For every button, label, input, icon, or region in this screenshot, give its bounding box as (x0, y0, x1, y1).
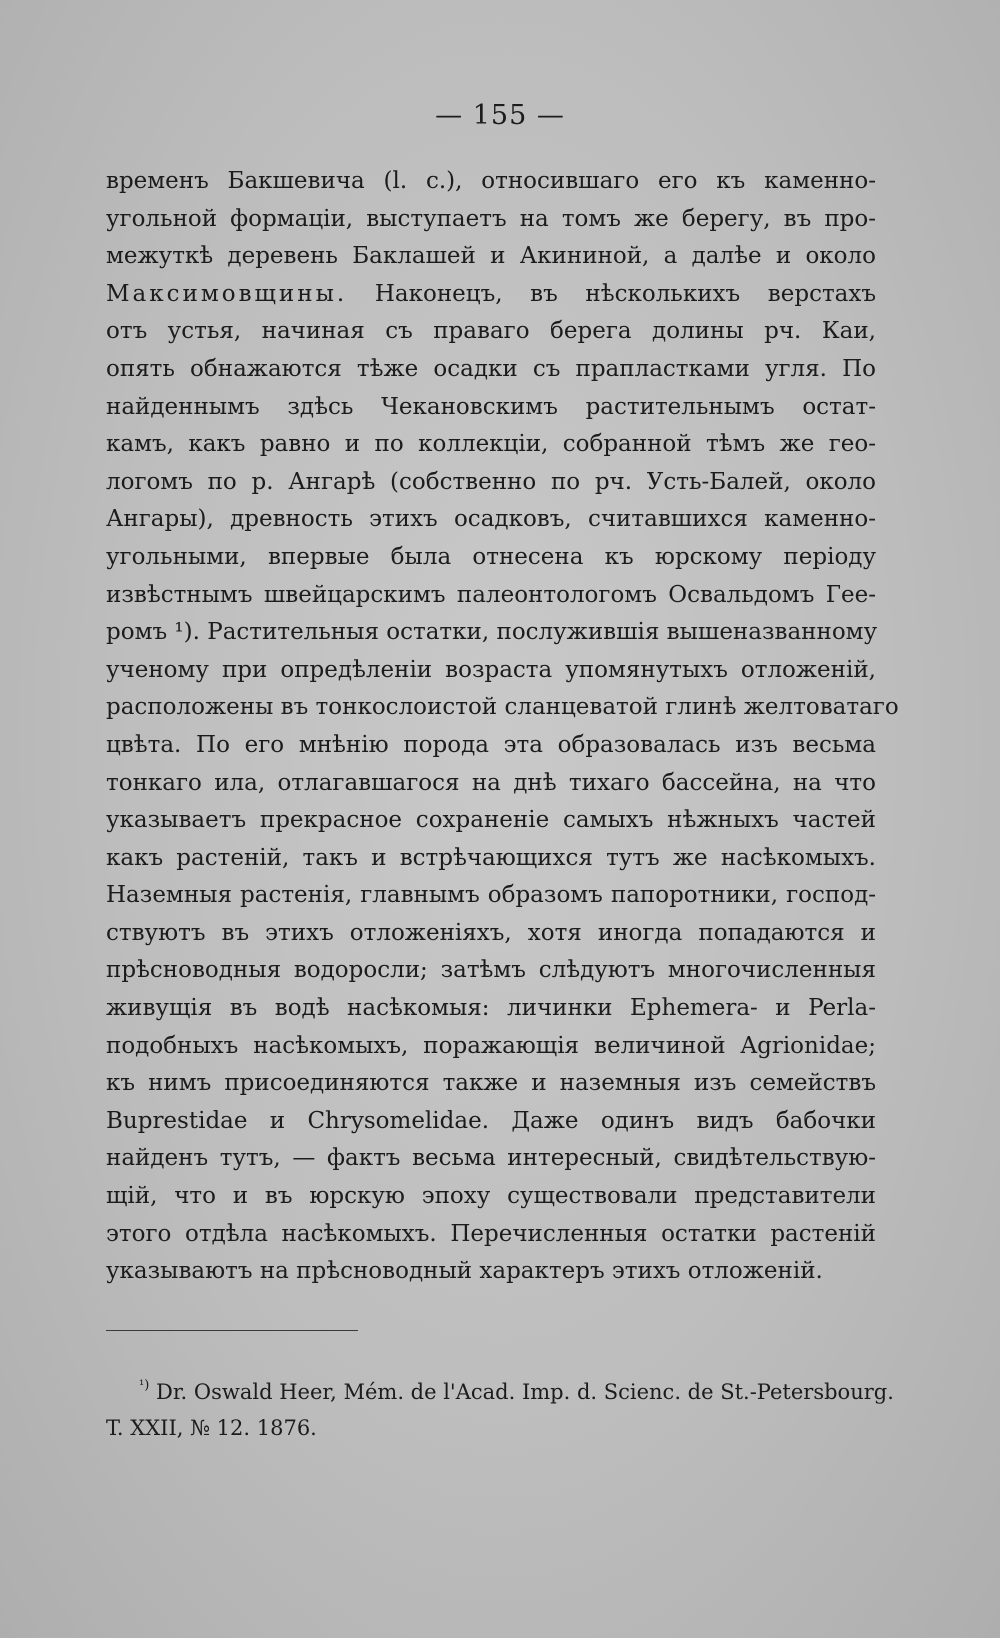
text-line: ученому при опредѣленіи возраста упомянутыхъ отложеній, (106, 656, 876, 683)
text-line: тонкаго ила, отлагавшагося на днѣ тихаго бассейна, на что (106, 769, 876, 796)
text-line: временъ Бакшевича (l. c.), относившаго его къ каменно- (106, 168, 876, 194)
text-line: Наземныя растенія, главнымъ образомъ папоротники, господ- (106, 882, 876, 909)
text-line: щій, что и въ юрскую эпоху существовали представители (106, 1183, 876, 1210)
text-line: логомъ по р. Ангарѣ (собственно по рч. Усть-Балей, около (106, 468, 876, 495)
footnote-divider (106, 1330, 358, 1331)
text-line: расположены въ тонкослоистой сланцеватой глинѣ желтоватаго (106, 694, 899, 721)
text-line: угольной формаціи, выступаетъ на томъ же берегу, въ про- (106, 205, 876, 232)
footnote-line: T. XXII, № 12. 1876. (106, 1416, 317, 1440)
page-number: — 155 — (435, 100, 565, 131)
text-line: цвѣта. По его мнѣнію порода эта образовалась изъ весьма (106, 731, 876, 758)
text-line: живущія въ водѣ насѣкомыя: личинки Ephemera- и Perla- (106, 995, 876, 1022)
footnote (106, 1374, 894, 1446)
text-line: угольными, впервые была отнесена къ юрскому періоду (106, 543, 876, 570)
text-line: извѣстнымъ швейцарскимъ палеонтологомъ Освальдомъ Гее- (106, 581, 876, 608)
body-text (106, 163, 899, 1291)
footnote-line (106, 1374, 894, 1410)
text-line: прѣсноводныя водоросли; затѣмъ слѣдуютъ многочисленныя (106, 957, 876, 984)
emphasized-word: Максимовщины. (106, 280, 348, 307)
text-line: найденнымъ здѣсь Чекановскимъ растительнымъ остат- (106, 393, 876, 420)
text-line: Buprestidae и Chrysomelidae. Даже одинъ видъ бабочки (106, 1107, 876, 1134)
text-line: какъ растеній, такъ и встрѣчающихся тутъ же насѣкомыхъ. (106, 844, 876, 871)
text-line: къ нимъ присоединяются также и наземныя изъ семействъ (106, 1070, 876, 1097)
text-line: отъ устья, начиная съ праваго берега долины рч. Каи, (106, 318, 876, 345)
text-line: межуткѣ деревень Баклашей и Акининой, а далѣе и около (106, 243, 876, 270)
text-line: опять обнажаются тѣже осадки съ прапластками угля. По (106, 355, 876, 382)
text-line: Ангары), древность этихъ осадковъ, считавшихся каменно- (106, 506, 876, 533)
text-line: камъ, какъ равно и по коллекціи, собранной тѣмъ же гео- (106, 431, 876, 458)
text-line: ствуютъ въ этихъ отложеніяхъ, хотя иногда попадаются и (106, 919, 876, 946)
footnote-marker: ¹) (139, 1378, 150, 1393)
text-line: ромъ ¹). Растительныя остатки, послужившія вышеназванному (106, 619, 878, 646)
text-line: подобныхъ насѣкомыхъ, поражающія величиной Agrionidae; (106, 1032, 876, 1059)
text-line: найденъ тутъ, — фактъ весьма интересный, свидѣтельствую- (106, 1145, 876, 1172)
text-line: этого отдѣла насѣкомыхъ. Перечисленныя остатки растеній (106, 1220, 876, 1247)
text-line: Максимовщины. Наконецъ, въ нѣсколькихъ верстахъ (106, 280, 876, 307)
footnote-citation: Dr. Oswald Heer, Mém. de l'Acad. Imp. d. Scienc. de St.-Petersbourg. (155, 1380, 894, 1404)
text-line: указываетъ прекрасное сохраненіе самыхъ нѣжныхъ частей (106, 807, 876, 834)
text-line: указываютъ на прѣсноводный характеръ этихъ отложеній. (106, 1258, 823, 1285)
